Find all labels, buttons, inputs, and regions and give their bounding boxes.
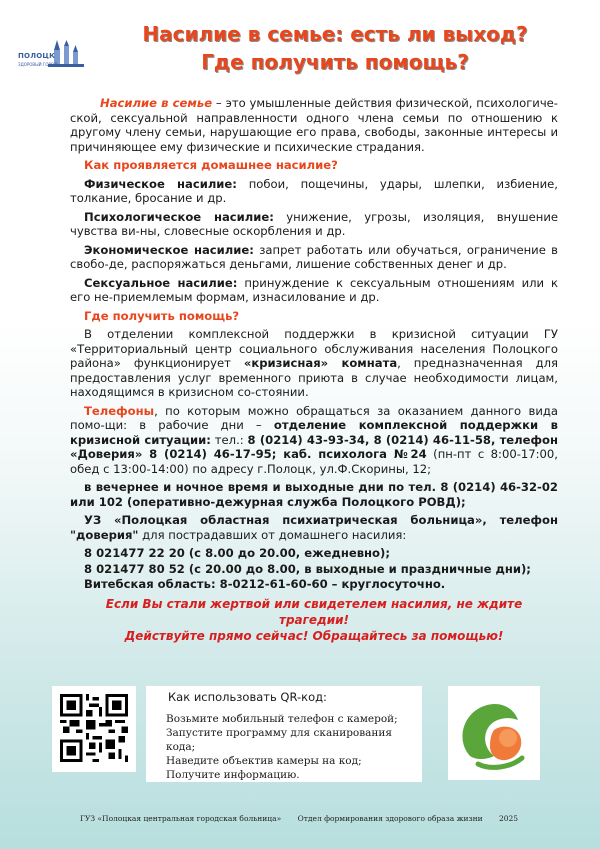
footer-year: 2025 xyxy=(498,814,519,823)
city-logo xyxy=(18,40,98,76)
intro-term: Насилие в семье xyxy=(100,96,213,110)
phones-paragraph: Телефоны, по которым можно обращаться за оказанием данного вида помо-щи: в рабочие дни – отделение комплексной поддержки в кризисной ситуации: тел.: 8 (0214) 43-93-34, 8 (0214) 46-11-58, телефон «Доверия» 8 (0214) 46-17-95; каб. психолога №24 (пн-пт с 8:00-17:00, обед с 13:00-14:00) по адресу г.Полоцк, ул.Ф.Скорины, 12; xyxy=(70,403,558,476)
footer-org: ГУЗ «Полоцкая центральная городская больница» xyxy=(80,814,282,823)
qr-step: Возьмите мобильный телефон с камерой; xyxy=(166,713,398,725)
call-line-2: Действуйте прямо сейчас! Обращайтесь за помощью! xyxy=(124,628,504,643)
intro-text: – это умышленные действия физической, психологиче-ской, сексуальной направленности одного члена семьи по отношению к другому члену семьи, нарушающие его права, свободы, законные интересы и причиняющее ему физические и психические страдания. xyxy=(70,96,558,154)
intro-paragraph xyxy=(70,96,558,154)
mother-child-icon xyxy=(448,686,540,780)
title-line-2: Где получить помощь? xyxy=(201,50,469,74)
footer-dept: Отдел формирования здорового образа жизни xyxy=(297,814,483,823)
family-illustration xyxy=(448,686,540,780)
qr-instructions-title: Как использовать QR-код: xyxy=(168,690,327,704)
logo-subtitle: ЗДОРОВЫЙ ГОРОД xyxy=(18,62,58,67)
qr-step: Наведите объектив камеры на код; xyxy=(166,755,362,767)
hotline-2: 8 021477 80 52 (с 20.00 до 8.00, в выходные и праздничные дни); xyxy=(84,561,531,576)
how-heading: Как проявляется домашнее насилие? xyxy=(84,158,338,172)
logo-name: ПОЛОЦК xyxy=(18,52,55,60)
hotline-1: 8 021477 22 20 (с 8.00 до 20.00, ежедневно); xyxy=(84,546,390,560)
where-heading: Где получить помощь? xyxy=(84,308,240,323)
center-paragraph: В отделении комплексной поддержки в кризисной ситуации ГУ «Территориальный центр социального обслуживания населения Полоцкого района» функционирует «кризисная» комната, предназначенная для предоставления услуг временного приюта в случае необходимости лицам, находящимся в кризисном со-стоянии. xyxy=(70,327,558,399)
type-physical: Физическое насилие: побои, пощечины, удары, шлепки, избиение, толкание, бросание и др. xyxy=(70,176,558,205)
type-economic: Экономическое насилие: запрет работать или обучаться, ограничение в свобо-де, распоряжаться деньгами, лишение собственных денег и др. xyxy=(70,242,558,271)
type-sexual: Сексуальное насилие: принуждение к сексуальным отношениям или к его не-приемлемым формам, изнасилование и др. xyxy=(70,275,558,304)
page-title xyxy=(100,20,570,76)
qr-code-icon xyxy=(60,694,128,762)
hotline-3: Витебская область: 8-0212-61-60-60 – круглосуточно. xyxy=(84,577,446,591)
title-line-1: Насилие в семье: есть ли выход? xyxy=(142,22,528,46)
main-text xyxy=(70,96,558,644)
qr-code[interactable] xyxy=(52,686,136,772)
evening-phones: в вечернее и ночное время и выходные дни по тел. 8 (0214) 46-32-02 или 102 (оперативно-дежурная служба Полоцкого РОВД); xyxy=(70,480,558,509)
type-psychological: Психологическое насилие: унижение, угрозы, изоляция, внушение чувства ви-ны, словесные оскорбления и др. xyxy=(70,209,558,238)
phones-label: Телефоны xyxy=(84,403,155,418)
hospital-paragraph: УЗ «Полоцкая областная психиатрическая больница», телефон "доверия" для пострадавших от домашнего насилия: xyxy=(70,513,558,542)
qr-instructions xyxy=(146,686,422,782)
qr-step: Получите информацию. xyxy=(166,769,300,781)
qr-step: Запустите программу для сканирования кода; xyxy=(166,727,393,753)
footer xyxy=(80,814,550,823)
call-line-1: Если Вы стали жертвой или свидетелем насилия, не ждите трагедии! xyxy=(105,596,523,627)
